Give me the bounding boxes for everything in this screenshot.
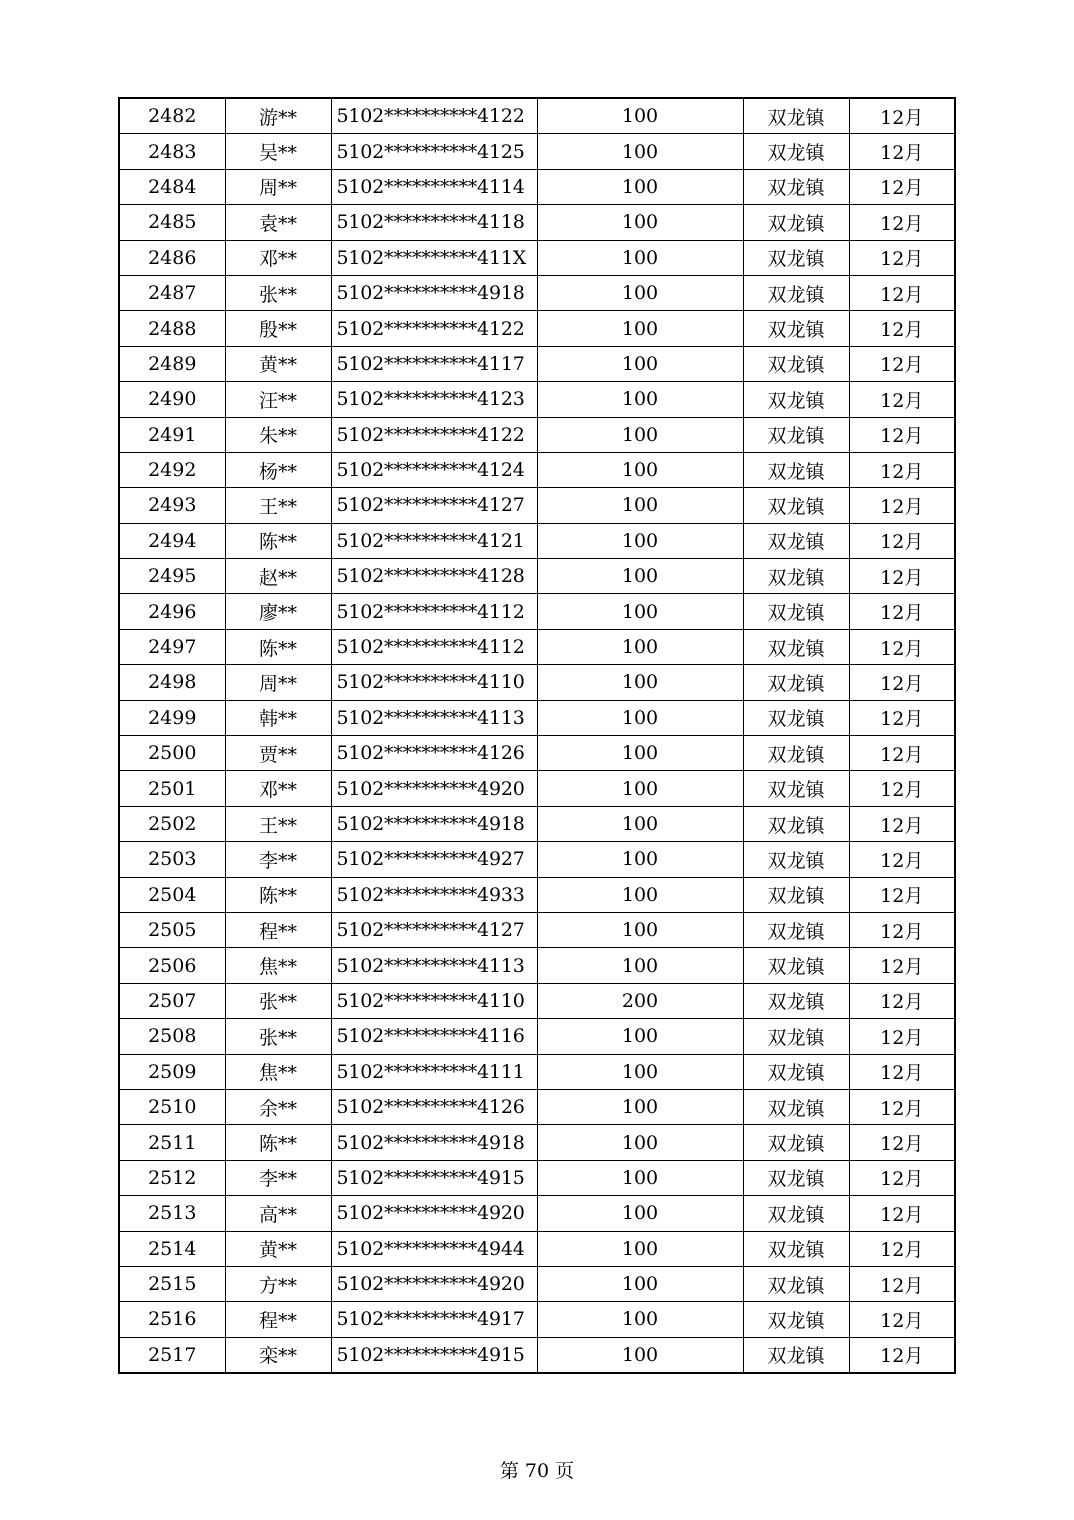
row-number-cell: 2485 [119,205,225,240]
month-cell: 12月 [849,134,955,169]
id-number-cell: 5102**********4127 [331,488,537,523]
month-cell: 12月 [849,771,955,806]
table-row [119,311,955,346]
month-cell: 12月 [849,452,955,487]
name-cell: 汪** [225,382,331,417]
id-number-cell: 5102**********4117 [331,346,537,381]
name-cell: 张** [225,983,331,1018]
table-row [119,382,955,417]
name-cell: 程** [225,912,331,947]
town-cell: 双龙镇 [743,382,849,417]
town-cell: 双龙镇 [743,665,849,700]
id-number-cell: 5102**********4128 [331,559,537,594]
town-cell: 双龙镇 [743,948,849,983]
name-cell: 王** [225,488,331,523]
amount-cell: 100 [537,665,743,700]
id-number-cell: 5102**********4918 [331,806,537,841]
amount-cell: 100 [537,771,743,806]
id-number-cell: 5102**********4124 [331,452,537,487]
name-cell: 邓** [225,771,331,806]
name-cell: 周** [225,169,331,204]
row-number-cell: 2497 [119,629,225,664]
row-number-cell: 2507 [119,983,225,1018]
name-cell: 黄** [225,346,331,381]
row-number-cell: 2504 [119,877,225,912]
amount-cell: 100 [537,912,743,947]
name-cell: 李** [225,1160,331,1195]
town-cell: 双龙镇 [743,629,849,664]
row-number-cell: 2491 [119,417,225,452]
amount-cell: 100 [537,877,743,912]
town-cell: 双龙镇 [743,1231,849,1266]
town-cell: 双龙镇 [743,877,849,912]
row-number-cell: 2503 [119,842,225,877]
name-cell: 焦** [225,1054,331,1089]
id-number-cell: 5102**********4917 [331,1302,537,1337]
town-cell: 双龙镇 [743,594,849,629]
name-cell: 殷** [225,311,331,346]
row-number-cell: 2484 [119,169,225,204]
name-cell: 邓** [225,240,331,275]
name-cell: 陈** [225,877,331,912]
row-number-cell: 2482 [119,98,225,134]
row-number-cell: 2512 [119,1160,225,1195]
table-row [119,948,955,983]
town-cell: 双龙镇 [743,736,849,771]
table-row [119,700,955,735]
id-number-cell: 5102**********4112 [331,629,537,664]
name-cell: 李** [225,842,331,877]
month-cell: 12月 [849,488,955,523]
town-cell: 双龙镇 [743,346,849,381]
row-number-cell: 2488 [119,311,225,346]
id-number-cell: 5102**********4920 [331,1266,537,1301]
town-cell: 双龙镇 [743,1019,849,1054]
amount-cell: 100 [537,1019,743,1054]
table-row [119,452,955,487]
table-row [119,736,955,771]
id-number-cell: 5102**********4122 [331,417,537,452]
name-cell: 吴** [225,134,331,169]
month-cell: 12月 [849,1160,955,1195]
id-number-cell: 5102**********4126 [331,1089,537,1124]
town-cell: 双龙镇 [743,806,849,841]
name-cell: 韩** [225,700,331,735]
id-number-cell: 5102**********411X [331,240,537,275]
row-number-cell: 2495 [119,559,225,594]
town-cell: 双龙镇 [743,1302,849,1337]
id-number-cell: 5102**********4121 [331,523,537,558]
name-cell: 张** [225,1019,331,1054]
name-cell: 张** [225,275,331,310]
table-row [119,629,955,664]
row-number-cell: 2483 [119,134,225,169]
id-number-cell: 5102**********4918 [331,1125,537,1160]
month-cell: 12月 [849,842,955,877]
name-cell: 程** [225,1302,331,1337]
month-cell: 12月 [849,523,955,558]
name-cell: 赵** [225,559,331,594]
amount-cell: 100 [537,311,743,346]
amount-cell: 100 [537,1089,743,1124]
amount-cell: 100 [537,417,743,452]
name-cell: 陈** [225,1125,331,1160]
town-cell: 双龙镇 [743,1125,849,1160]
table-row [119,1125,955,1160]
month-cell: 12月 [849,275,955,310]
name-cell: 杨** [225,452,331,487]
name-cell: 廖** [225,594,331,629]
id-number-cell: 5102**********4111 [331,1054,537,1089]
town-cell: 双龙镇 [743,983,849,1018]
name-cell: 游** [225,98,331,134]
id-number-cell: 5102**********4118 [331,205,537,240]
amount-cell: 100 [537,1231,743,1266]
table-row [119,771,955,806]
table-row [119,1160,955,1195]
id-number-cell: 5102**********4110 [331,983,537,1018]
amount-cell: 100 [537,488,743,523]
table-row [119,240,955,275]
town-cell: 双龙镇 [743,169,849,204]
name-cell: 焦** [225,948,331,983]
month-cell: 12月 [849,205,955,240]
row-number-cell: 2500 [119,736,225,771]
table-row [119,912,955,947]
month-cell: 12月 [849,1125,955,1160]
amount-cell: 100 [537,1054,743,1089]
name-cell: 余** [225,1089,331,1124]
id-number-cell: 5102**********4933 [331,877,537,912]
month-cell: 12月 [849,1337,955,1373]
table-row [119,346,955,381]
town-cell: 双龙镇 [743,1160,849,1195]
name-cell: 黄** [225,1231,331,1266]
id-number-cell: 5102**********4114 [331,169,537,204]
town-cell: 双龙镇 [743,700,849,735]
id-number-cell: 5102**********4113 [331,948,537,983]
month-cell: 12月 [849,948,955,983]
table-row [119,1337,955,1373]
name-cell: 周** [225,665,331,700]
amount-cell: 100 [537,736,743,771]
data-table [118,97,956,1374]
row-number-cell: 2493 [119,488,225,523]
id-number-cell: 5102**********4915 [331,1160,537,1195]
table-row [119,806,955,841]
town-cell: 双龙镇 [743,771,849,806]
row-number-cell: 2505 [119,912,225,947]
name-cell: 王** [225,806,331,841]
month-cell: 12月 [849,1302,955,1337]
month-cell: 12月 [849,983,955,1018]
month-cell: 12月 [849,169,955,204]
month-cell: 12月 [849,1054,955,1089]
amount-cell: 100 [537,452,743,487]
month-cell: 12月 [849,98,955,134]
month-cell: 12月 [849,559,955,594]
month-cell: 12月 [849,1089,955,1124]
id-number-cell: 5102**********4918 [331,275,537,310]
row-number-cell: 2510 [119,1089,225,1124]
town-cell: 双龙镇 [743,559,849,594]
amount-cell: 100 [537,559,743,594]
row-number-cell: 2508 [119,1019,225,1054]
town-cell: 双龙镇 [743,240,849,275]
id-number-cell: 5102**********4113 [331,700,537,735]
month-cell: 12月 [849,1231,955,1266]
table-row [119,205,955,240]
name-cell: 陈** [225,629,331,664]
month-cell: 12月 [849,806,955,841]
amount-cell: 100 [537,1266,743,1301]
amount-cell: 100 [537,240,743,275]
amount-cell: 100 [537,948,743,983]
row-number-cell: 2513 [119,1196,225,1231]
table-row [119,559,955,594]
town-cell: 双龙镇 [743,1266,849,1301]
amount-cell: 100 [537,1160,743,1195]
name-cell: 高** [225,1196,331,1231]
amount-cell: 100 [537,842,743,877]
amount-cell: 100 [537,1196,743,1231]
row-number-cell: 2499 [119,700,225,735]
month-cell: 12月 [849,1019,955,1054]
amount-cell: 100 [537,594,743,629]
id-number-cell: 5102**********4927 [331,842,537,877]
table-row [119,842,955,877]
month-cell: 12月 [849,629,955,664]
id-number-cell: 5102**********4122 [331,311,537,346]
town-cell: 双龙镇 [743,452,849,487]
month-cell: 12月 [849,877,955,912]
town-cell: 双龙镇 [743,205,849,240]
row-number-cell: 2515 [119,1266,225,1301]
id-number-cell: 5102**********4110 [331,665,537,700]
town-cell: 双龙镇 [743,1054,849,1089]
amount-cell: 100 [537,382,743,417]
table-row [119,417,955,452]
table-row [119,877,955,912]
row-number-cell: 2506 [119,948,225,983]
name-cell: 贾** [225,736,331,771]
row-number-cell: 2496 [119,594,225,629]
table-row [119,1231,955,1266]
month-cell: 12月 [849,240,955,275]
month-cell: 12月 [849,346,955,381]
table-row [119,1302,955,1337]
amount-cell: 100 [537,134,743,169]
amount-cell: 100 [537,1125,743,1160]
table-row [119,1196,955,1231]
amount-cell: 100 [537,346,743,381]
id-number-cell: 5102**********4123 [331,382,537,417]
month-cell: 12月 [849,382,955,417]
amount-cell: 100 [537,1337,743,1373]
row-number-cell: 2492 [119,452,225,487]
town-cell: 双龙镇 [743,842,849,877]
month-cell: 12月 [849,311,955,346]
table-row [119,1266,955,1301]
id-number-cell: 5102**********4944 [331,1231,537,1266]
table-row [119,488,955,523]
id-number-cell: 5102**********4116 [331,1019,537,1054]
row-number-cell: 2517 [119,1337,225,1373]
town-cell: 双龙镇 [743,912,849,947]
amount-cell: 200 [537,983,743,1018]
table-row [119,275,955,310]
month-cell: 12月 [849,1196,955,1231]
name-cell: 袁** [225,205,331,240]
table-row [119,169,955,204]
row-number-cell: 2501 [119,771,225,806]
id-number-cell: 5102**********4920 [331,771,537,806]
table-row [119,98,955,134]
row-number-cell: 2514 [119,1231,225,1266]
amount-cell: 100 [537,806,743,841]
month-cell: 12月 [849,700,955,735]
table-row [119,594,955,629]
month-cell: 12月 [849,1266,955,1301]
table-row [119,1019,955,1054]
id-number-cell: 5102**********4920 [331,1196,537,1231]
name-cell: 栾** [225,1337,331,1373]
table-row [119,665,955,700]
month-cell: 12月 [849,665,955,700]
name-cell: 方** [225,1266,331,1301]
amount-cell: 100 [537,98,743,134]
amount-cell: 100 [537,1302,743,1337]
town-cell: 双龙镇 [743,1337,849,1373]
row-number-cell: 2489 [119,346,225,381]
table-body [119,98,955,1373]
town-cell: 双龙镇 [743,134,849,169]
id-number-cell: 5102**********4112 [331,594,537,629]
table-row [119,1089,955,1124]
amount-cell: 100 [537,205,743,240]
table-row [119,134,955,169]
amount-cell: 100 [537,700,743,735]
row-number-cell: 2502 [119,806,225,841]
name-cell: 陈** [225,523,331,558]
page-number: 第 70 页 [499,1460,575,1482]
row-number-cell: 2487 [119,275,225,310]
amount-cell: 100 [537,629,743,664]
row-number-cell: 2486 [119,240,225,275]
town-cell: 双龙镇 [743,488,849,523]
amount-cell: 100 [537,523,743,558]
id-number-cell: 5102**********4915 [331,1337,537,1373]
town-cell: 双龙镇 [743,98,849,134]
month-cell: 12月 [849,736,955,771]
town-cell: 双龙镇 [743,311,849,346]
id-number-cell: 5102**********4126 [331,736,537,771]
row-number-cell: 2494 [119,523,225,558]
row-number-cell: 2509 [119,1054,225,1089]
town-cell: 双龙镇 [743,1089,849,1124]
town-cell: 双龙镇 [743,417,849,452]
id-number-cell: 5102**********4127 [331,912,537,947]
id-number-cell: 5102**********4125 [331,134,537,169]
row-number-cell: 2511 [119,1125,225,1160]
table-row [119,523,955,558]
row-number-cell: 2498 [119,665,225,700]
town-cell: 双龙镇 [743,275,849,310]
month-cell: 12月 [849,417,955,452]
row-number-cell: 2516 [119,1302,225,1337]
row-number-cell: 2490 [119,382,225,417]
month-cell: 12月 [849,912,955,947]
name-cell: 朱** [225,417,331,452]
amount-cell: 100 [537,275,743,310]
table-row [119,983,955,1018]
town-cell: 双龙镇 [743,523,849,558]
town-cell: 双龙镇 [743,1196,849,1231]
month-cell: 12月 [849,594,955,629]
amount-cell: 100 [537,169,743,204]
table-row [119,1054,955,1089]
id-number-cell: 5102**********4122 [331,98,537,134]
